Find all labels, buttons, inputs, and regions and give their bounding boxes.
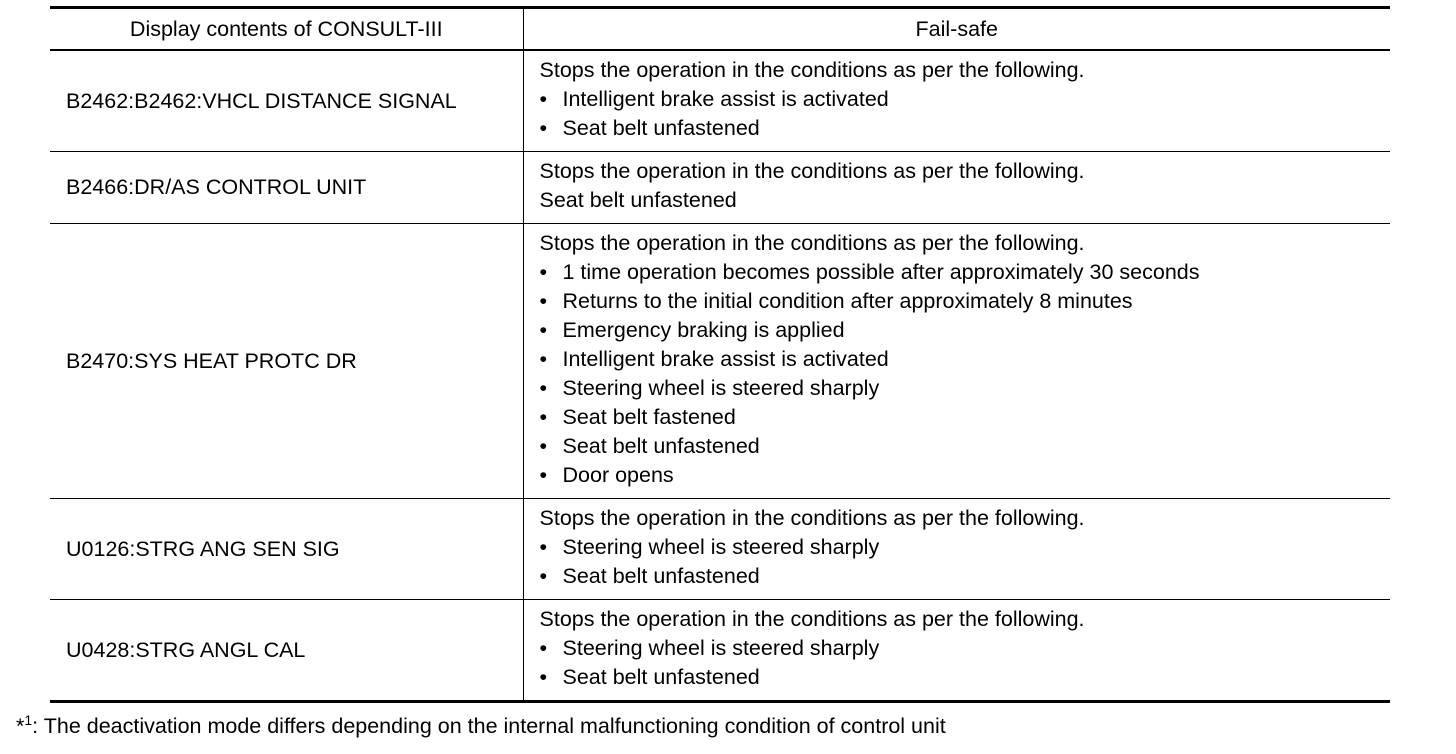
condition-text: 1 time operation becomes possible after approximately 30 seconds	[562, 260, 1200, 284]
condition-text: Seat belt unfastened	[539, 188, 737, 212]
footnote-marker: *	[16, 714, 25, 738]
condition-text: Seat belt unfastened	[562, 665, 760, 689]
list-item	[540, 114, 1391, 143]
footnote-superscript: 1	[24, 712, 33, 728]
condition-text: Emergency braking is applied	[562, 318, 845, 342]
list-item	[540, 258, 1391, 287]
bullet-icon: •	[539, 463, 548, 487]
fail-safe-cell	[523, 50, 1390, 152]
condition-text: Seat belt unfastened	[562, 116, 760, 140]
condition-list	[540, 85, 1391, 143]
footnote-text: : The deactivation mode differs depending on the internal malfunctioning condition of control unit	[32, 714, 946, 738]
fail-safe-intro: Stops the operation in the conditions as per the following.	[539, 58, 1085, 82]
list-item	[540, 345, 1391, 374]
header-fail-safe: Fail-safe	[915, 16, 998, 41]
condition-text: Intelligent brake assist is activated	[562, 347, 889, 371]
list-item	[540, 403, 1391, 432]
bullet-icon: •	[539, 535, 548, 559]
table-row	[50, 224, 1390, 499]
bullet-icon: •	[539, 289, 548, 313]
condition-text: Seat belt unfastened	[562, 564, 760, 588]
condition-text: Steering wheel is steered sharply	[562, 535, 880, 559]
bullet-icon: •	[539, 347, 548, 371]
condition-text: Steering wheel is steered sharply	[562, 376, 880, 400]
display-contents-cell: B2470:SYS HEAT PROTC DR	[50, 224, 523, 499]
condition-text: Door opens	[562, 463, 674, 487]
fail-safe-cell	[523, 224, 1390, 499]
footnote	[16, 711, 946, 741]
bullet-icon: •	[539, 665, 548, 689]
list-item	[540, 287, 1391, 316]
bullet-icon: •	[539, 405, 548, 429]
bullet-icon: •	[539, 636, 548, 660]
list-item	[540, 533, 1391, 562]
list-item	[540, 316, 1391, 345]
bullet-icon: •	[539, 116, 548, 140]
list-item	[540, 634, 1391, 663]
condition-list	[540, 258, 1391, 490]
bullet-icon: •	[539, 434, 548, 458]
header-display-contents: Display contents of CONSULT-III	[50, 8, 523, 51]
list-item	[540, 85, 1391, 114]
condition-text: Intelligent brake assist is activated	[562, 87, 889, 111]
bullet-icon: •	[539, 564, 548, 588]
condition-text: Returns to the initial condition after approximately 8 minutes	[562, 289, 1133, 313]
list-item	[540, 461, 1391, 490]
condition-text: Steering wheel is steered sharply	[562, 636, 880, 660]
bullet-icon: •	[539, 318, 548, 342]
fail-safe-intro: Stops the operation in the conditions as per the following.	[539, 159, 1085, 183]
table-row	[50, 600, 1390, 702]
fail-safe-cell	[523, 152, 1390, 224]
condition-list	[540, 634, 1391, 692]
display-contents-cell: U0126:STRG ANG SEN SIG	[50, 499, 523, 600]
condition-text: Seat belt fastened	[562, 405, 736, 429]
display-contents-cell: U0428:STRG ANGL CAL	[50, 600, 523, 702]
list-item	[540, 432, 1391, 461]
fail-safe-cell	[523, 600, 1390, 702]
fail-safe-cell	[523, 499, 1390, 600]
bullet-icon: •	[539, 87, 548, 111]
display-contents-cell: B2466:DR/AS CONTROL UNIT	[50, 152, 523, 224]
condition-list	[540, 533, 1391, 591]
condition-text: Seat belt unfastened	[562, 434, 760, 458]
bullet-icon: •	[539, 376, 548, 400]
table-row	[50, 152, 1390, 224]
bullet-icon: •	[539, 260, 548, 284]
list-item	[540, 663, 1391, 692]
fail-safe-intro: Stops the operation in the conditions as per the following.	[539, 607, 1085, 631]
list-item	[540, 562, 1391, 591]
table-header-row	[50, 8, 1390, 51]
fail-safe-intro: Stops the operation in the conditions as per the following.	[539, 231, 1085, 255]
fail-safe-intro: Stops the operation in the conditions as per the following.	[539, 506, 1085, 530]
table-row	[50, 50, 1390, 152]
display-contents-cell: B2462:B2462:VHCL DISTANCE SIGNAL	[50, 50, 523, 152]
fail-safe-table	[50, 6, 1390, 703]
list-item	[540, 374, 1391, 403]
table-row	[50, 499, 1390, 600]
